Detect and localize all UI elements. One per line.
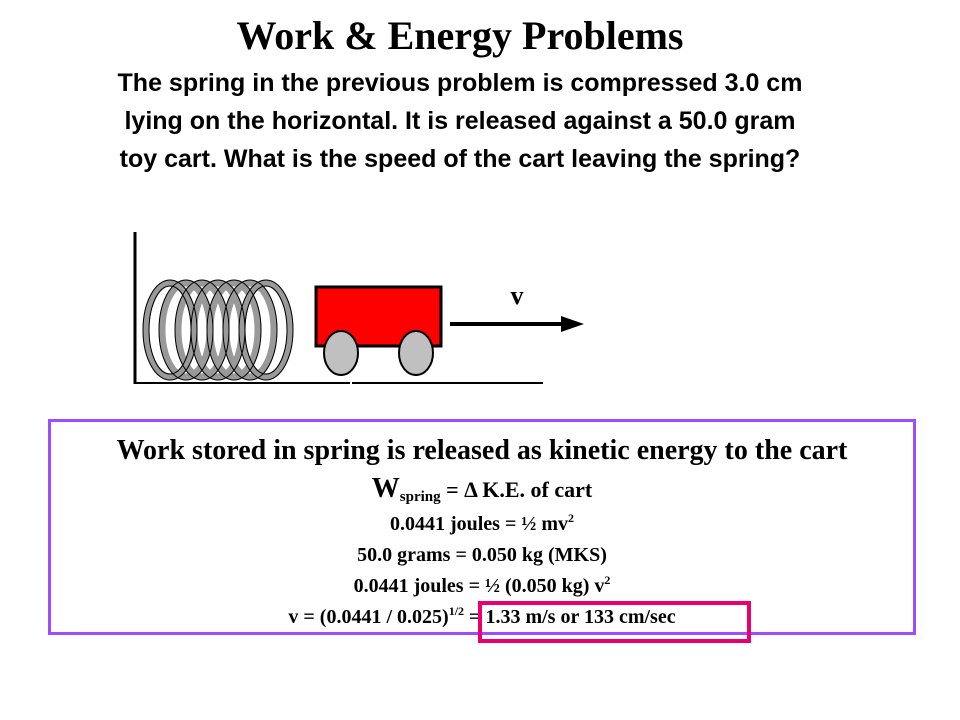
- work-equation-rest: = Δ K.E. of cart: [440, 477, 593, 502]
- problem-line: The spring in the previous problem is compressed 3.0 cm: [117, 69, 803, 97]
- solution-equation-ke: [51, 512, 913, 536]
- substituted-equation-text: 0.0441 joules = ½ (0.050 kg) v: [353, 575, 605, 597]
- answer-highlight-box: [478, 601, 751, 643]
- problem-statement: [40, 64, 880, 178]
- velocity-label: v: [510, 281, 524, 310]
- velocity-arrow-head: [561, 316, 584, 332]
- final-equals: =: [464, 606, 486, 628]
- substituted-exponent: 2: [604, 573, 611, 587]
- problem-line: lying on the horizontal. It is released against a 50.0 gram: [124, 107, 796, 135]
- solution-equation-substituted: [51, 574, 913, 598]
- final-exponent: 1/2: [448, 604, 465, 618]
- problem-line: toy cart. What is the speed of the cart leaving the spring?: [119, 145, 801, 173]
- solution-equation-work: [51, 472, 913, 514]
- cart-wheel-left: [324, 331, 358, 375]
- slide-title: Work & Energy Problems: [236, 13, 684, 58]
- spring-cart-diagram: [0, 220, 960, 400]
- solution-unit-conversion: 50.0 grams = 0.050 kg (MKS): [357, 544, 607, 566]
- cart-wheel-right: [399, 331, 433, 375]
- work-symbol: W: [371, 473, 400, 504]
- final-answer: 1.33 m/s or 133 cm/sec: [485, 606, 676, 628]
- ke-exponent: 2: [568, 511, 575, 525]
- ke-equation-text: 0.0441 joules = ½ mv: [389, 513, 569, 535]
- solution-statement: Work stored in spring is released as kinetic energy to the cart: [116, 435, 848, 466]
- work-subscript: spring: [399, 489, 441, 505]
- spring-coils: [146, 283, 290, 377]
- final-equation-text: v = (0.0441 / 0.025): [288, 606, 449, 628]
